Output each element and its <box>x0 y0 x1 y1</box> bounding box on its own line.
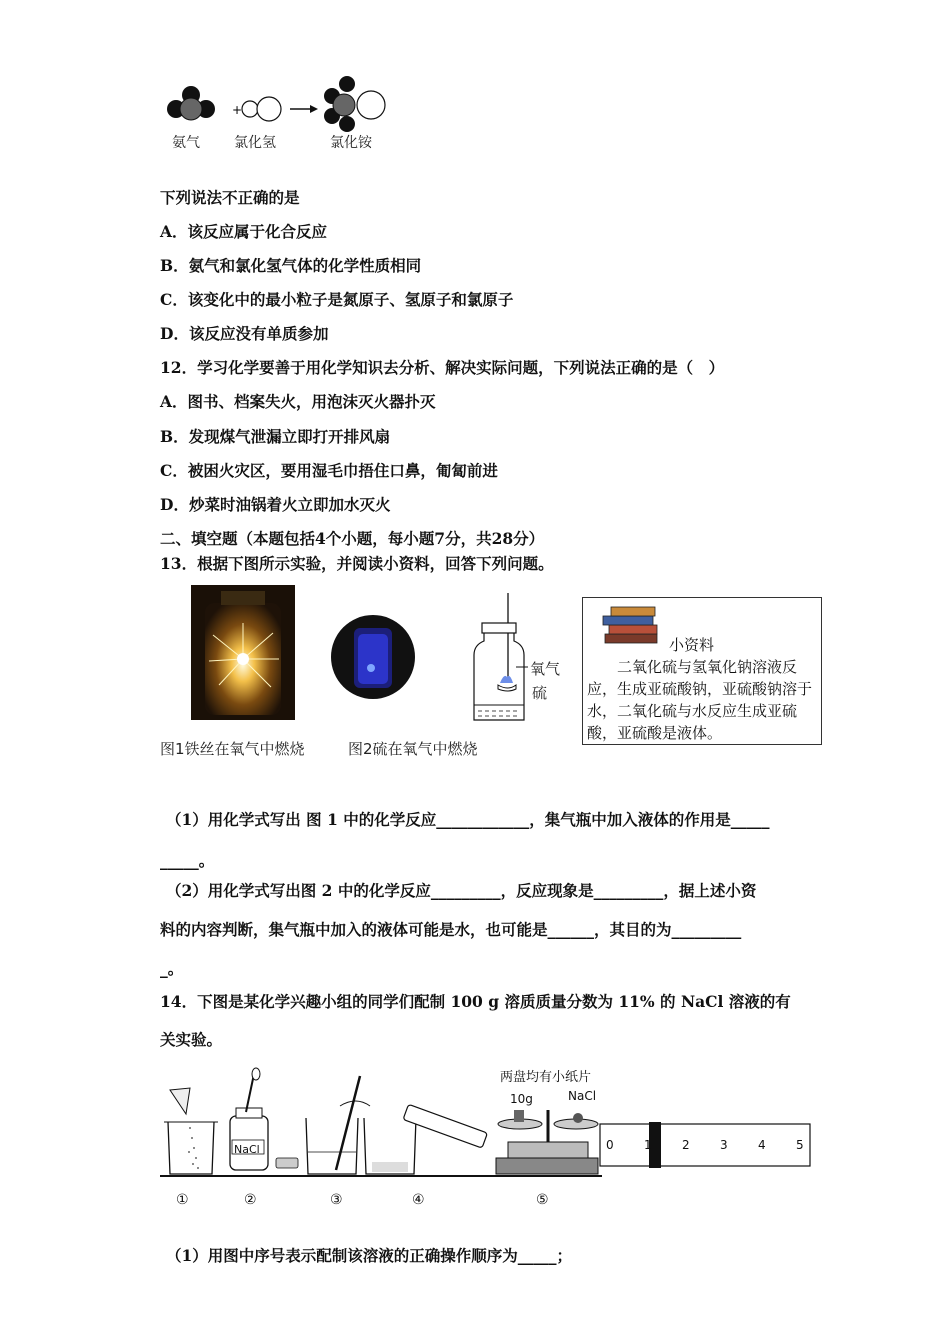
section2-heading: 二、填空题（本题包括4个小题，每小题7分，共28分） <box>160 529 545 548</box>
q11-option-a: A．该反应属于化合反应 <box>160 222 328 241</box>
ruler-number: 2 <box>682 1138 690 1152</box>
ruler-number: 3 <box>720 1138 728 1152</box>
q13-p2-line1: （2）用化学式写出图 2 中的化学反应_________，反应现象是_________，据上述小资 <box>166 881 757 900</box>
q13-p1-line1: （1）用化学式写出 图 1 中的化学反应____________，集气瓶中加入液体的作用是_____ <box>166 810 770 829</box>
bottle-label: NaCl <box>234 1143 260 1156</box>
q14-stem-line2: 关实验。 <box>160 1030 223 1049</box>
iron-burning-photo <box>191 585 295 720</box>
ruler <box>600 1122 810 1168</box>
fig1-caption: 图1铁丝在氧气中燃烧 <box>160 740 305 758</box>
q14-p1: （1）用图中序号表示配制该溶液的正确操作顺序为_____； <box>166 1246 573 1265</box>
plus-sign: + <box>232 103 243 117</box>
reaction-arrow <box>290 105 318 113</box>
label-sulfur: 硫 <box>532 684 548 702</box>
step-number: ① <box>176 1192 189 1208</box>
ruler-number: 0 <box>606 1138 614 1152</box>
label-ammonia: 氨气 <box>172 135 200 151</box>
step5-balance <box>496 1110 598 1174</box>
info-text: 二氧化硫与氢氧化钠溶液反应，生成亚硫酸钠，亚硫酸钠溶于水，二氧化硫与水反应生成亚硫酸，亚硫酸是液体。 <box>587 658 813 742</box>
q12-option-d: D．炒菜时油锅着火立即加水灭火 <box>160 495 391 514</box>
label-hcl: 氯化氢 <box>234 135 276 151</box>
paper-note: 两盘均有小纸片 <box>500 1070 592 1085</box>
q11-option-c: C．该变化中的最小粒子是氮原子、氢原子和氯原子 <box>160 290 514 309</box>
q14-stem-line1: 14．下图是某化学兴趣小组的同学们配制 100 g 溶质质量分数为 11% 的 NaCl 溶液的有 <box>160 992 791 1011</box>
q13-p2-line2: 料的内容判断，集气瓶中加入的液体可能是水，也可能是______，其目的为_________ <box>160 920 742 939</box>
nacl-pan-label: NaCl <box>568 1089 597 1103</box>
sulfur-burning-photo <box>330 614 416 700</box>
nacl-preparation-diagram <box>160 1066 820 1186</box>
step4-pouring <box>364 1104 487 1174</box>
q12-option-b: B．发现煤气泄漏立即打开排风扇 <box>160 427 391 446</box>
step-number: ④ <box>412 1192 425 1208</box>
label-oxygen: 氧气 <box>530 660 561 678</box>
q12-option-a: A．图书、档案失火，用泡沫灭火器扑灭 <box>160 392 436 411</box>
fig2-caption: 图2硫在氧气中燃烧 <box>348 740 478 758</box>
q12-stem: 12．学习化学要善于用化学知识去分析、解决实际问题，下列说法正确的是（ ） <box>160 358 725 377</box>
step1-beaker <box>164 1088 218 1174</box>
q11-stem: 下列说法不正确的是 <box>160 188 300 207</box>
ruler-number: 4 <box>758 1138 766 1152</box>
step-number: ⑤ <box>536 1192 549 1208</box>
step3-stirring-beaker <box>306 1076 370 1174</box>
ammonia-molecule <box>167 86 215 120</box>
q11-option-b: B．氨气和氯化氢气体的化学性质相同 <box>160 256 422 275</box>
step-number: ③ <box>330 1192 343 1208</box>
q11-option-d: D．该反应没有单质参加 <box>160 324 329 343</box>
q13-stem: 13．根据下图所示实验，并阅读小资料，回答下列问题。 <box>160 554 554 573</box>
info-title: 小资料 <box>669 636 715 654</box>
ammonium-chloride-molecule <box>324 76 385 132</box>
weight-label: 10g <box>510 1092 533 1106</box>
gas-bottle-diagram <box>470 593 532 723</box>
step-number: ② <box>244 1192 257 1208</box>
q13-p2-line3: _。 <box>160 959 184 978</box>
books-icon <box>601 604 663 648</box>
info-box <box>582 597 822 745</box>
label-ammonium-chloride: 氯化铵 <box>330 135 372 151</box>
hcl-molecule <box>242 97 281 121</box>
ruler-number: 1 <box>644 1138 652 1152</box>
ruler-number: 5 <box>796 1138 804 1152</box>
q13-p1-line2: _____。 <box>160 851 215 870</box>
q12-option-c: C．被困火灾区，要用湿毛巾捂住口鼻，匍匐前进 <box>160 461 498 480</box>
